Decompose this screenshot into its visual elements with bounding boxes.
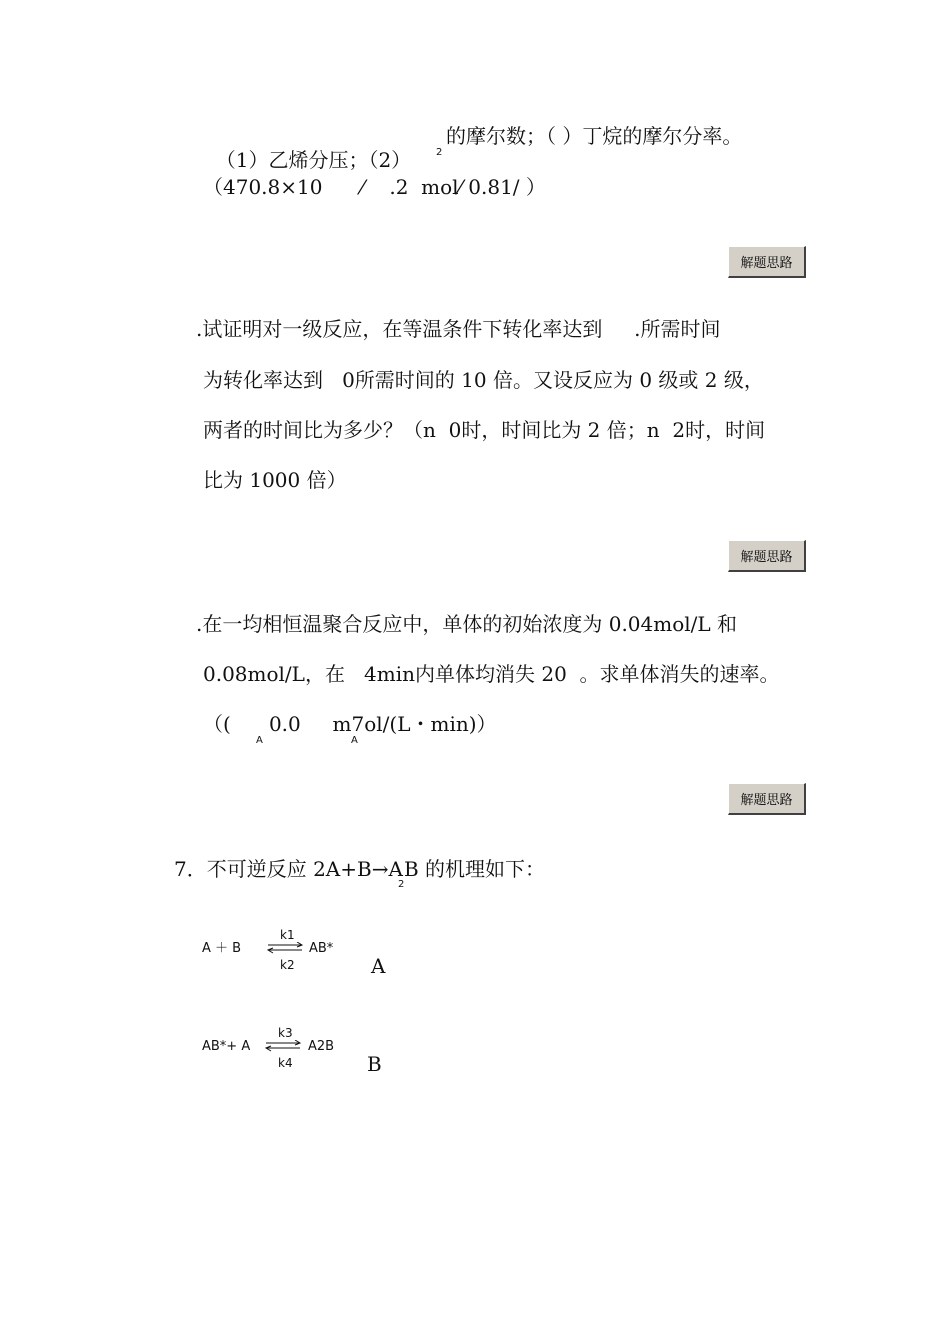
reaction-a-reactants: A ＋ B: [202, 941, 242, 956]
q7-line-1-part-a: 7．不可逆反应 2A+B→A: [174, 857, 403, 881]
equilibrium-arrow-icon: [266, 942, 306, 954]
reaction-b-label: B: [367, 1052, 382, 1076]
prev-question-answer: （470.8×10 ⁄ .2 mol⁄ 0.81/ ）: [203, 175, 546, 199]
q6-line-3: （( 0.0 m7ol/(L・min)）: [203, 712, 497, 736]
reaction-b-k-reverse: k4: [278, 1056, 293, 1070]
q7-subscript: 2: [398, 879, 405, 890]
reaction-a-product: AB*: [309, 941, 334, 956]
prev-question-subscript: 2: [436, 147, 443, 158]
reaction-b-product: A2B: [308, 1039, 335, 1054]
solution-hint-button-3[interactable]: 解题思路: [728, 783, 806, 815]
q5-line-1: .试证明对一级反应，在等温条件下转化率达到 .所需时间: [196, 317, 721, 341]
reaction-b-k-forward: k3: [278, 1026, 293, 1040]
q5-line-4: 比为 1000 倍）: [203, 468, 347, 492]
solution-hint-button-2[interactable]: 解题思路: [728, 540, 806, 572]
q6-line-2: 0.08mol/L，在 4min内单体均消失 20 。求单体消失的速率。: [203, 662, 780, 686]
solution-hint-button-1[interactable]: 解题思路: [728, 246, 806, 278]
reaction-a-k-reverse: k2: [280, 958, 295, 972]
prev-question-line-1-part-a: （1）乙烯分压；（2）: [215, 148, 412, 172]
q5-line-3: 两者的时间比为多少？（n 0时，时间比为 2 倍；n 2时，时间: [203, 418, 766, 442]
q6-subscript-a1: A: [256, 735, 263, 746]
q5-line-2: 为转化率达到 0所需时间的 10 倍。又设反应为 0 级或 2 级，: [203, 368, 764, 392]
q6-line-1: .在一均相恒温聚合反应中，单体的初始浓度为 0.04mol/L 和: [196, 612, 738, 636]
reaction-a-label: A: [371, 954, 386, 978]
reaction-a-k-forward: k1: [280, 928, 295, 942]
q7-line-1-part-b: B 的机理如下：: [404, 857, 546, 881]
prev-question-line-1-part-b: 的摩尔数；（ ）丁烷的摩尔分率。: [446, 124, 743, 148]
prev-question-line-1: [203, 124, 411, 172]
reaction-b-reactants: AB*+ A: [202, 1039, 251, 1054]
q6-subscript-a2: A: [351, 735, 358, 746]
equilibrium-arrow-icon: [264, 1040, 304, 1052]
